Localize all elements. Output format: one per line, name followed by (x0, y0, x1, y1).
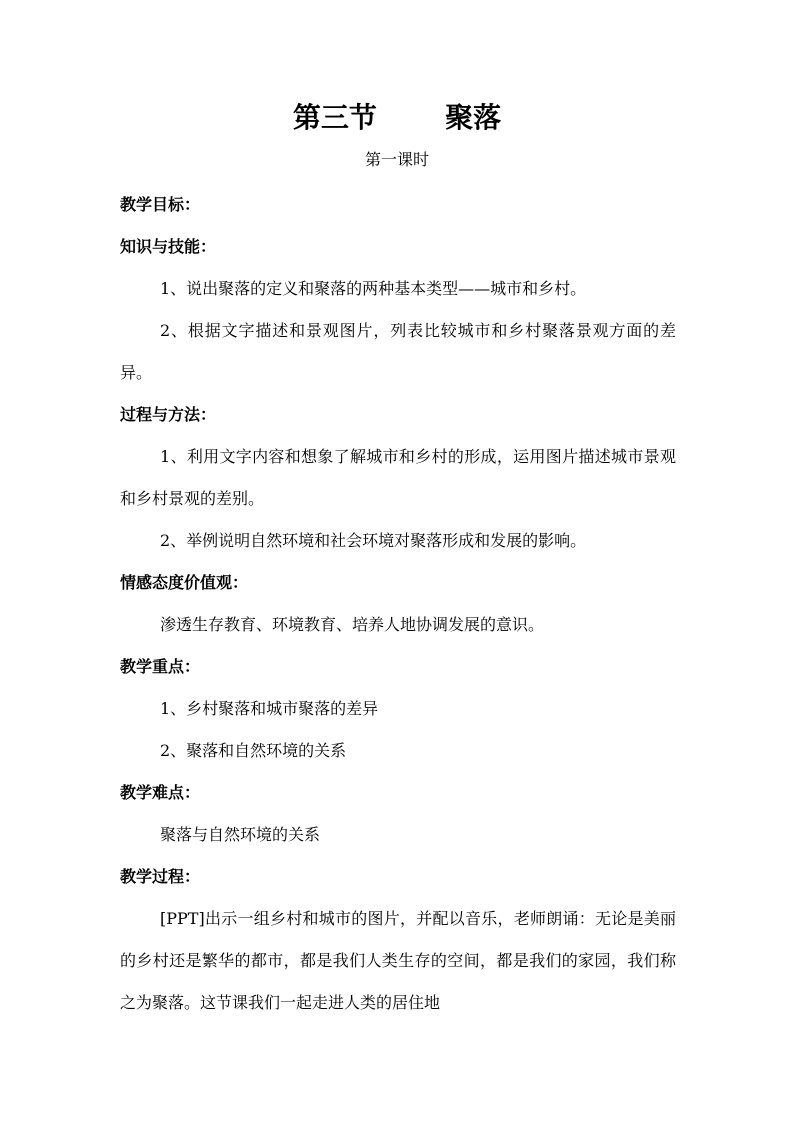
difficulty-heading: 教学难点： (120, 783, 201, 802)
procedure-paragraph-1: [PPT]出示一组乡村和城市的图片，并配以音乐，老师朗诵：无论是美丽的乡村还是繁华的都市，都是我们人类生存的空间，都是我们的家园，我们称之为聚落。这节课我们一起走进人类的居住地 (120, 909, 676, 1012)
emotion-item-1: 渗透生存教育、环境教育、培养人地协调发展的意识。 (160, 615, 545, 634)
page-subtitle: 第一课时 (364, 150, 429, 169)
key-points-heading: 教学重点： (120, 657, 201, 676)
knowledge-heading: 知识与技能： (120, 237, 217, 256)
knowledge-item-1: 1、说出聚落的定义和聚落的两种基本类型——城市和乡村。 (160, 279, 587, 298)
difficulty-item-1: 聚落与自然环境的关系 (160, 825, 321, 844)
process-heading: 过程与方法： (120, 405, 217, 424)
knowledge-item-2: 2、根据文字描述和景观图片，列表比较城市和乡村聚落景观方面的差异。 (120, 321, 676, 382)
key-point-2: 2、聚落和自然环境的关系 (160, 741, 347, 760)
page-title: 第三节 聚落 (292, 101, 502, 134)
goals-heading: 教学目标： (120, 195, 201, 214)
process-item-2: 2、举例说明自然环境和社会环境对聚落形成和发展的影响。 (160, 531, 587, 550)
procedure-heading: 教学过程： (120, 867, 201, 886)
emotion-heading: 情感态度价值观： (120, 573, 249, 592)
document-body (120, 184, 676, 1024)
process-item-1: 1、利用文字内容和想象了解城市和乡村的形成，运用图片描述城市景观和乡村景观的差别。 (120, 447, 676, 508)
key-point-1: 1、乡村聚落和城市聚落的差异 (160, 699, 379, 718)
